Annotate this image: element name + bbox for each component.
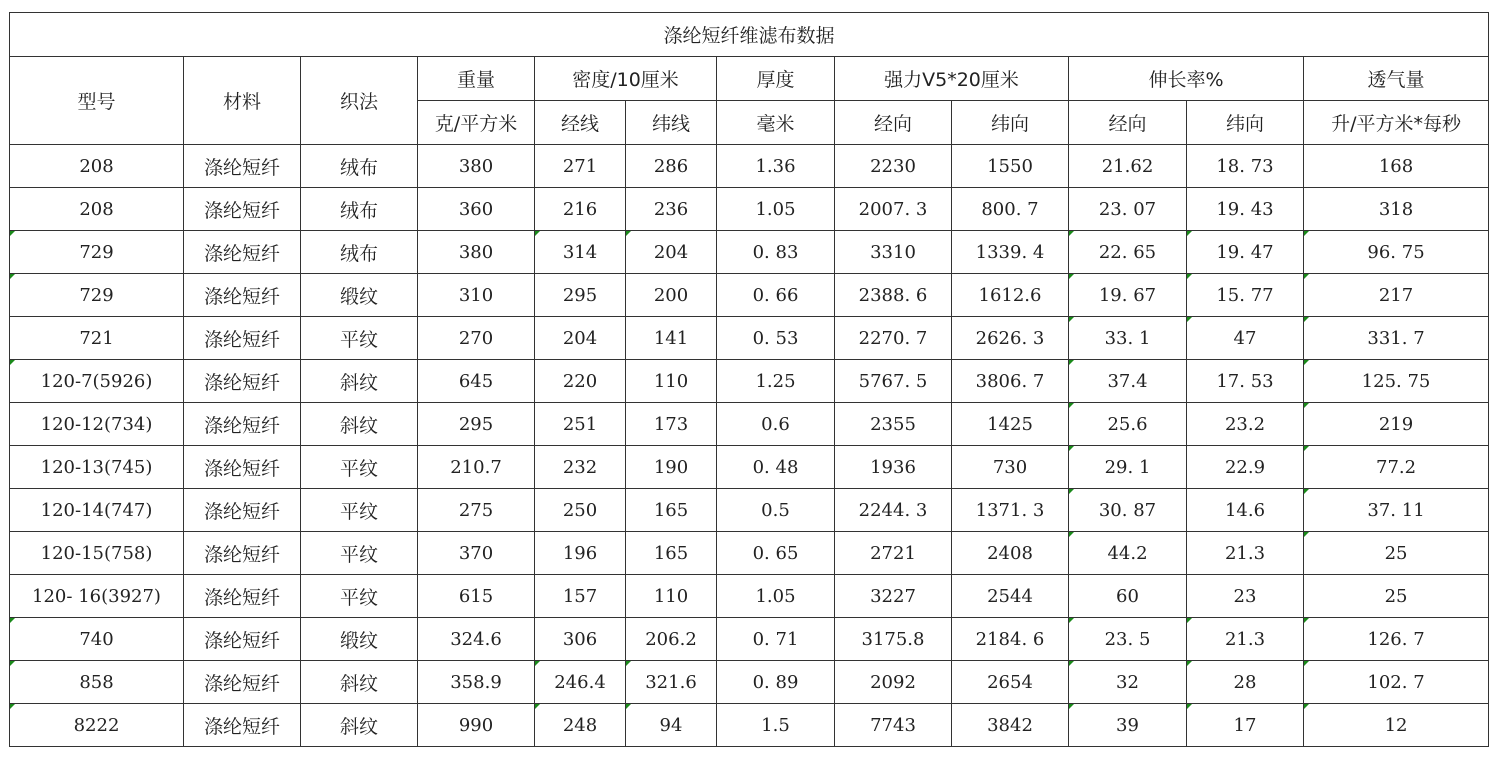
cell-permeability[interactable]: 37. 11 [1304, 489, 1489, 532]
cell-elongation-weft[interactable]: 28 [1187, 661, 1304, 704]
cell-warp-density[interactable]: 216 [535, 188, 626, 231]
cell-thickness[interactable]: 1.36 [717, 145, 835, 188]
cell-warp-density[interactable]: 251 [535, 403, 626, 446]
cell-elongation-warp[interactable]: 29. 1 [1069, 446, 1187, 489]
header-elongation: 伸长率% [1069, 57, 1304, 101]
cell-elongation-weft[interactable]: 21.3 [1187, 618, 1304, 661]
cell-model[interactable]: 729 [10, 231, 184, 274]
cell-weft-density[interactable]: 204 [626, 231, 717, 274]
cell-warp-density[interactable]: 196 [535, 532, 626, 575]
cell-model[interactable]: 120-12(734) [10, 403, 184, 446]
cell-weave[interactable]: 绒布 [301, 231, 418, 274]
cell-warp-density[interactable]: 250 [535, 489, 626, 532]
cell-strength-warp[interactable]: 3227 [835, 575, 952, 618]
cell-weave[interactable]: 缎纹 [301, 618, 418, 661]
table-row [10, 575, 1489, 618]
cell-model[interactable]: 208 [10, 188, 184, 231]
cell-warp-density[interactable]: 204 [535, 317, 626, 360]
cell-permeability[interactable]: 25 [1304, 575, 1489, 618]
cell-model[interactable]: 729 [10, 274, 184, 317]
header-strength-warp: 经向 [835, 101, 952, 145]
cell-weave[interactable]: 平纹 [301, 575, 418, 618]
cell-material[interactable]: 涤纶短纤 [184, 532, 301, 575]
cell-strength-warp[interactable]: 1936 [835, 446, 952, 489]
cell-weft-density[interactable]: 321.6 [626, 661, 717, 704]
cell-permeability[interactable]: 102. 7 [1304, 661, 1489, 704]
header-elongation-warp: 经向 [1069, 101, 1187, 145]
cell-model[interactable]: 120-13(745) [10, 446, 184, 489]
cell-weft-density[interactable]: 286 [626, 145, 717, 188]
cell-weft-density[interactable]: 165 [626, 532, 717, 575]
cell-elongation-weft[interactable]: 21.3 [1187, 532, 1304, 575]
cell-weft-density[interactable]: 110 [626, 360, 717, 403]
filter-cloth-table-wrapper [9, 12, 1489, 747]
cell-strength-warp[interactable]: 2244. 3 [835, 489, 952, 532]
cell-elongation-weft[interactable]: 15. 77 [1187, 274, 1304, 317]
cell-elongation-warp[interactable]: 33. 1 [1069, 317, 1187, 360]
cell-strength-weft[interactable]: 2654 [952, 661, 1069, 704]
cell-thickness[interactable]: 0. 89 [717, 661, 835, 704]
cell-weave[interactable]: 斜纹 [301, 704, 418, 747]
header-weave: 织法 [301, 57, 418, 145]
cell-weight[interactable]: 360 [418, 188, 535, 231]
cell-model[interactable]: 8222 [10, 704, 184, 747]
cell-weft-density[interactable]: 200 [626, 274, 717, 317]
cell-weight[interactable]: 990 [418, 704, 535, 747]
cell-strength-weft[interactable]: 1371. 3 [952, 489, 1069, 532]
cell-strength-warp[interactable]: 2092 [835, 661, 952, 704]
cell-weft-density[interactable]: 141 [626, 317, 717, 360]
header-weight: 重量 [418, 57, 535, 101]
table-row [10, 446, 1489, 489]
header-thickness-unit: 毫米 [717, 101, 835, 145]
table-title: 涤纶短纤维滤布数据 [10, 13, 1489, 57]
cell-permeability[interactable]: 168 [1304, 145, 1489, 188]
cell-elongation-warp[interactable]: 30. 87 [1069, 489, 1187, 532]
header-model: 型号 [10, 57, 184, 145]
cell-weave[interactable]: 斜纹 [301, 403, 418, 446]
cell-weave[interactable]: 绒布 [301, 145, 418, 188]
cell-warp-density[interactable]: 246.4 [535, 661, 626, 704]
cell-elongation-weft[interactable]: 19. 47 [1187, 231, 1304, 274]
cell-warp-density[interactable]: 306 [535, 618, 626, 661]
cell-strength-warp[interactable]: 2007. 3 [835, 188, 952, 231]
cell-thickness[interactable]: 0. 71 [717, 618, 835, 661]
cell-model[interactable]: 208 [10, 145, 184, 188]
table-row [10, 532, 1489, 575]
cell-strength-warp[interactable]: 5767. 5 [835, 360, 952, 403]
cell-elongation-weft[interactable]: 19. 43 [1187, 188, 1304, 231]
cell-warp-density[interactable]: 157 [535, 575, 626, 618]
cell-material[interactable]: 涤纶短纤 [184, 575, 301, 618]
cell-warp-density[interactable]: 295 [535, 274, 626, 317]
cell-warp-density[interactable]: 271 [535, 145, 626, 188]
cell-permeability[interactable]: 96. 75 [1304, 231, 1489, 274]
cell-strength-weft[interactable]: 2626. 3 [952, 317, 1069, 360]
header-strength-weft: 纬向 [952, 101, 1069, 145]
cell-elongation-warp[interactable]: 25.6 [1069, 403, 1187, 446]
cell-strength-warp[interactable]: 3310 [835, 231, 952, 274]
cell-weft-density[interactable]: 236 [626, 188, 717, 231]
cell-weight[interactable]: 615 [418, 575, 535, 618]
header-density: 密度/10厘米 [535, 57, 717, 101]
cell-strength-weft[interactable]: 1550 [952, 145, 1069, 188]
cell-thickness[interactable]: 0. 65 [717, 532, 835, 575]
cell-model[interactable]: 721 [10, 317, 184, 360]
cell-strength-warp[interactable]: 2721 [835, 532, 952, 575]
cell-strength-weft[interactable]: 1339. 4 [952, 231, 1069, 274]
cell-elongation-warp[interactable]: 39 [1069, 704, 1187, 747]
cell-elongation-weft[interactable]: 17. 53 [1187, 360, 1304, 403]
cell-model[interactable]: 120-15(758) [10, 532, 184, 575]
cell-weave[interactable]: 斜纹 [301, 661, 418, 704]
cell-weave[interactable]: 平纹 [301, 317, 418, 360]
filter-cloth-data-table [9, 12, 1489, 747]
cell-weight[interactable]: 380 [418, 145, 535, 188]
cell-permeability[interactable]: 331. 7 [1304, 317, 1489, 360]
cell-strength-weft[interactable]: 3806. 7 [952, 360, 1069, 403]
cell-thickness[interactable]: 1.5 [717, 704, 835, 747]
cell-weight[interactable]: 370 [418, 532, 535, 575]
header-warp-yarn: 经线 [535, 101, 626, 145]
cell-model[interactable]: 120- 16(3927) [10, 575, 184, 618]
cell-material[interactable]: 涤纶短纤 [184, 618, 301, 661]
cell-elongation-warp[interactable]: 21.62 [1069, 145, 1187, 188]
cell-elongation-weft[interactable]: 23.2 [1187, 403, 1304, 446]
table-row [10, 145, 1489, 188]
cell-thickness[interactable]: 1.25 [717, 360, 835, 403]
cell-weave[interactable]: 平纹 [301, 489, 418, 532]
cell-thickness[interactable]: 1.05 [717, 188, 835, 231]
cell-thickness[interactable]: 0.6 [717, 403, 835, 446]
cell-weave[interactable]: 绒布 [301, 188, 418, 231]
cell-elongation-warp[interactable]: 23. 5 [1069, 618, 1187, 661]
cell-weft-density[interactable]: 206.2 [626, 618, 717, 661]
cell-warp-density[interactable]: 232 [535, 446, 626, 489]
cell-material[interactable]: 涤纶短纤 [184, 360, 301, 403]
cell-weight[interactable]: 645 [418, 360, 535, 403]
cell-elongation-warp[interactable]: 44.2 [1069, 532, 1187, 575]
cell-permeability[interactable]: 125. 75 [1304, 360, 1489, 403]
cell-material[interactable]: 涤纶短纤 [184, 704, 301, 747]
header-thickness: 厚度 [717, 57, 835, 101]
cell-elongation-weft[interactable]: 17 [1187, 704, 1304, 747]
cell-weight[interactable]: 310 [418, 274, 535, 317]
header-weft-yarn: 纬线 [626, 101, 717, 145]
cell-strength-warp[interactable]: 7743 [835, 704, 952, 747]
cell-elongation-warp[interactable]: 32 [1069, 661, 1187, 704]
table-row [10, 403, 1489, 446]
cell-permeability[interactable]: 219 [1304, 403, 1489, 446]
table-row [10, 274, 1489, 317]
cell-weight[interactable]: 358.9 [418, 661, 535, 704]
cell-permeability[interactable]: 25 [1304, 532, 1489, 575]
cell-weave[interactable]: 平纹 [301, 446, 418, 489]
header-permeability-unit: 升/平方米*每秒 [1304, 101, 1489, 145]
table-row [10, 661, 1489, 704]
cell-weft-density[interactable]: 110 [626, 575, 717, 618]
cell-elongation-warp[interactable]: 60 [1069, 575, 1187, 618]
cell-elongation-warp[interactable]: 19. 67 [1069, 274, 1187, 317]
cell-warp-density[interactable]: 248 [535, 704, 626, 747]
cell-strength-weft[interactable]: 730 [952, 446, 1069, 489]
cell-strength-warp[interactable]: 2355 [835, 403, 952, 446]
cell-model[interactable]: 858 [10, 661, 184, 704]
cell-model[interactable]: 120-14(747) [10, 489, 184, 532]
cell-strength-weft[interactable]: 3842 [952, 704, 1069, 747]
cell-strength-weft[interactable]: 2544 [952, 575, 1069, 618]
cell-thickness[interactable]: 0. 83 [717, 231, 835, 274]
cell-material[interactable]: 涤纶短纤 [184, 231, 301, 274]
cell-strength-warp[interactable]: 2270. 7 [835, 317, 952, 360]
cell-strength-warp[interactable]: 2388. 6 [835, 274, 952, 317]
cell-weight[interactable]: 380 [418, 231, 535, 274]
header-material: 材料 [184, 57, 301, 145]
cell-elongation-weft[interactable]: 18. 73 [1187, 145, 1304, 188]
header-permeability: 透气量 [1304, 57, 1489, 101]
cell-material[interactable]: 涤纶短纤 [184, 661, 301, 704]
cell-weft-density[interactable]: 190 [626, 446, 717, 489]
table-row [10, 704, 1489, 747]
cell-warp-density[interactable]: 220 [535, 360, 626, 403]
cell-material[interactable]: 涤纶短纤 [184, 489, 301, 532]
cell-permeability[interactable]: 12 [1304, 704, 1489, 747]
cell-strength-weft[interactable]: 1612.6 [952, 274, 1069, 317]
cell-weight[interactable]: 275 [418, 489, 535, 532]
cell-material[interactable]: 涤纶短纤 [184, 403, 301, 446]
cell-material[interactable]: 涤纶短纤 [184, 145, 301, 188]
header-elongation-weft: 纬向 [1187, 101, 1304, 145]
cell-weight[interactable]: 295 [418, 403, 535, 446]
cell-permeability[interactable]: 318 [1304, 188, 1489, 231]
cell-permeability[interactable]: 77.2 [1304, 446, 1489, 489]
cell-model[interactable]: 120-7(5926) [10, 360, 184, 403]
table-row [10, 489, 1489, 532]
cell-elongation-weft[interactable]: 23 [1187, 575, 1304, 618]
cell-weave[interactable]: 缎纹 [301, 274, 418, 317]
table-body [10, 145, 1489, 747]
header-strength: 强力V5*20厘米 [835, 57, 1069, 101]
cell-weight[interactable]: 210.7 [418, 446, 535, 489]
cell-material[interactable]: 涤纶短纤 [184, 188, 301, 231]
cell-weight[interactable]: 324.6 [418, 618, 535, 661]
cell-material[interactable]: 涤纶短纤 [184, 317, 301, 360]
cell-elongation-warp[interactable]: 23. 07 [1069, 188, 1187, 231]
cell-weft-density[interactable]: 173 [626, 403, 717, 446]
cell-permeability[interactable]: 217 [1304, 274, 1489, 317]
table-row [10, 360, 1489, 403]
cell-elongation-warp[interactable]: 37.4 [1069, 360, 1187, 403]
cell-model[interactable]: 740 [10, 618, 184, 661]
cell-warp-density[interactable]: 314 [535, 231, 626, 274]
cell-permeability[interactable]: 126. 7 [1304, 618, 1489, 661]
table-row [10, 317, 1489, 360]
cell-material[interactable]: 涤纶短纤 [184, 274, 301, 317]
cell-strength-weft[interactable]: 2408 [952, 532, 1069, 575]
cell-thickness[interactable]: 0.5 [717, 489, 835, 532]
cell-strength-weft[interactable]: 1425 [952, 403, 1069, 446]
table-row [10, 618, 1489, 661]
cell-weave[interactable]: 斜纹 [301, 360, 418, 403]
cell-thickness[interactable]: 0. 48 [717, 446, 835, 489]
cell-strength-weft[interactable]: 2184. 6 [952, 618, 1069, 661]
cell-thickness[interactable]: 0. 53 [717, 317, 835, 360]
cell-elongation-weft[interactable]: 47 [1187, 317, 1304, 360]
cell-strength-warp[interactable]: 3175.8 [835, 618, 952, 661]
cell-thickness[interactable]: 0. 66 [717, 274, 835, 317]
cell-strength-warp[interactable]: 2230 [835, 145, 952, 188]
cell-material[interactable]: 涤纶短纤 [184, 446, 301, 489]
cell-weft-density[interactable]: 94 [626, 704, 717, 747]
table-row [10, 231, 1489, 274]
cell-elongation-warp[interactable]: 22. 65 [1069, 231, 1187, 274]
header-weight-unit: 克/平方米 [418, 101, 535, 145]
cell-elongation-weft[interactable]: 14.6 [1187, 489, 1304, 532]
cell-elongation-weft[interactable]: 22.9 [1187, 446, 1304, 489]
table-row [10, 188, 1489, 231]
cell-strength-weft[interactable]: 800. 7 [952, 188, 1069, 231]
cell-thickness[interactable]: 1.05 [717, 575, 835, 618]
cell-weight[interactable]: 270 [418, 317, 535, 360]
cell-weft-density[interactable]: 165 [626, 489, 717, 532]
cell-weave[interactable]: 平纹 [301, 532, 418, 575]
